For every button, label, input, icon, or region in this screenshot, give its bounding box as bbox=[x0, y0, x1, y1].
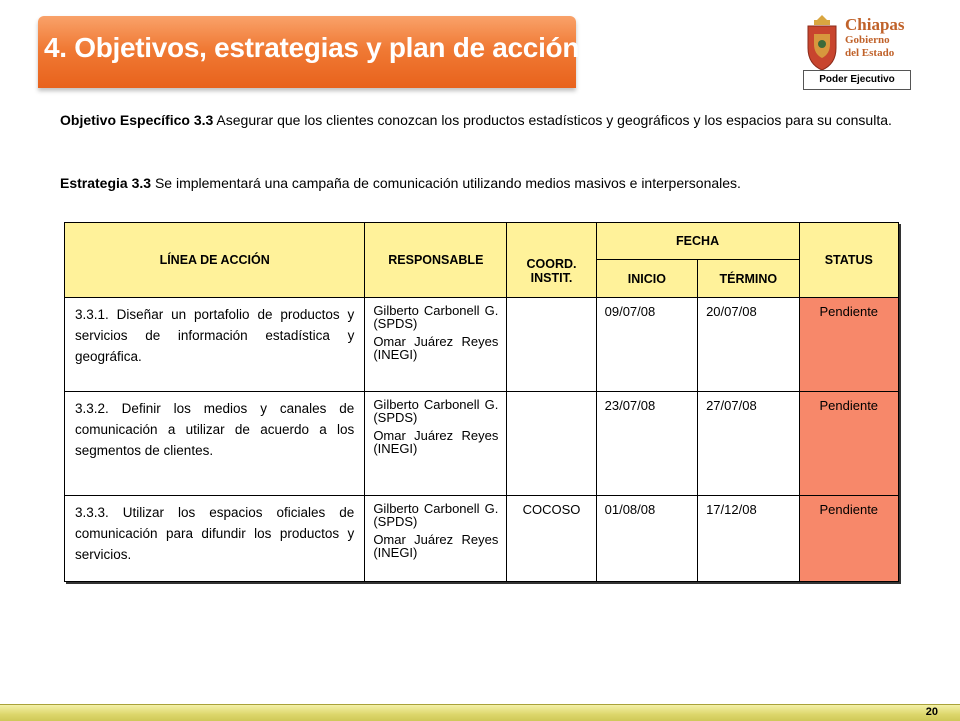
objective-paragraph bbox=[60, 110, 910, 131]
logo-line3: del Estado bbox=[845, 47, 895, 59]
logo-name: Chiapas bbox=[845, 15, 905, 34]
objective-label: Objetivo Específico 3.3 bbox=[60, 112, 214, 128]
responsable-cell bbox=[365, 496, 507, 582]
status-cell: Pendiente bbox=[799, 392, 898, 496]
coord-cell: COCOSO bbox=[507, 496, 596, 582]
strategy-paragraph bbox=[60, 173, 910, 194]
responsable-1: Gilberto Carbonell G. (SPDS) bbox=[373, 397, 499, 425]
strategy-text: Se implementará una campaña de comunicación utilizando medios masivos e interpersonales. bbox=[154, 175, 741, 191]
coord-cell bbox=[507, 298, 596, 392]
termino-cell: 27/07/08 bbox=[698, 392, 799, 496]
responsable-2: Omar Juárez Reyes (INEGI) bbox=[373, 334, 499, 362]
linea-cell: 3.3.1. Diseñar un portafolio de productos y servicios de información estadística y geográfica. bbox=[65, 298, 365, 392]
responsable-1: Gilberto Carbonell G. (SPDS) bbox=[373, 501, 499, 529]
strategy-label: Estrategia 3.3 bbox=[60, 175, 152, 191]
termino-cell: 20/07/08 bbox=[698, 298, 799, 392]
responsable-1: Gilberto Carbonell G. (SPDS) bbox=[373, 303, 499, 331]
header-responsable: RESPONSABLE bbox=[365, 223, 507, 298]
table-row bbox=[65, 298, 899, 392]
table-row bbox=[65, 392, 899, 496]
responsable-cell bbox=[365, 298, 507, 392]
responsable-cell bbox=[365, 392, 507, 496]
objective-text: Asegurar que los clientes conozcan los productos estadísticos y geográficos y los espacios para su consulta. bbox=[216, 112, 892, 128]
coat-of-arms-icon bbox=[805, 14, 839, 72]
header-coord: COORD. INSTIT. bbox=[507, 223, 596, 298]
inicio-cell: 01/08/08 bbox=[596, 496, 697, 582]
action-plan-table bbox=[64, 222, 899, 582]
chiapas-logo bbox=[797, 12, 919, 92]
header-status: STATUS bbox=[799, 223, 898, 298]
responsable-2: Omar Juárez Reyes (INEGI) bbox=[373, 428, 499, 456]
table-row bbox=[65, 496, 899, 582]
header-linea: LÍNEA DE ACCIÓN bbox=[65, 223, 365, 298]
status-cell: Pendiente bbox=[799, 496, 898, 582]
header-inicio: INICIO bbox=[596, 260, 697, 298]
footer-bar bbox=[0, 704, 960, 721]
inicio-cell: 23/07/08 bbox=[596, 392, 697, 496]
page-title: 4. Objetivos, estrategias y plan de acción bbox=[44, 32, 580, 63]
page-number: 20 bbox=[925, 706, 938, 718]
linea-cell: 3.3.2. Definir los medios y canales de comunicación a utilizar de acuerdo a los segmentos de clientes. bbox=[65, 392, 365, 496]
header-row bbox=[65, 223, 899, 260]
inicio-cell: 09/07/08 bbox=[596, 298, 697, 392]
header-termino: TÉRMINO bbox=[698, 260, 799, 298]
logo-caption: Poder Ejecutivo bbox=[803, 70, 911, 90]
logo-line2: Gobierno bbox=[845, 34, 890, 46]
linea-cell: 3.3.3. Utilizar los espacios oficiales de comunicación para difundir los productos y servicios. bbox=[65, 496, 365, 582]
header-fecha: FECHA bbox=[596, 223, 799, 260]
title-banner bbox=[38, 16, 580, 88]
responsable-2: Omar Juárez Reyes (INEGI) bbox=[373, 532, 499, 560]
coord-cell bbox=[507, 392, 596, 496]
status-cell: Pendiente bbox=[799, 298, 898, 392]
termino-cell: 17/12/08 bbox=[698, 496, 799, 582]
